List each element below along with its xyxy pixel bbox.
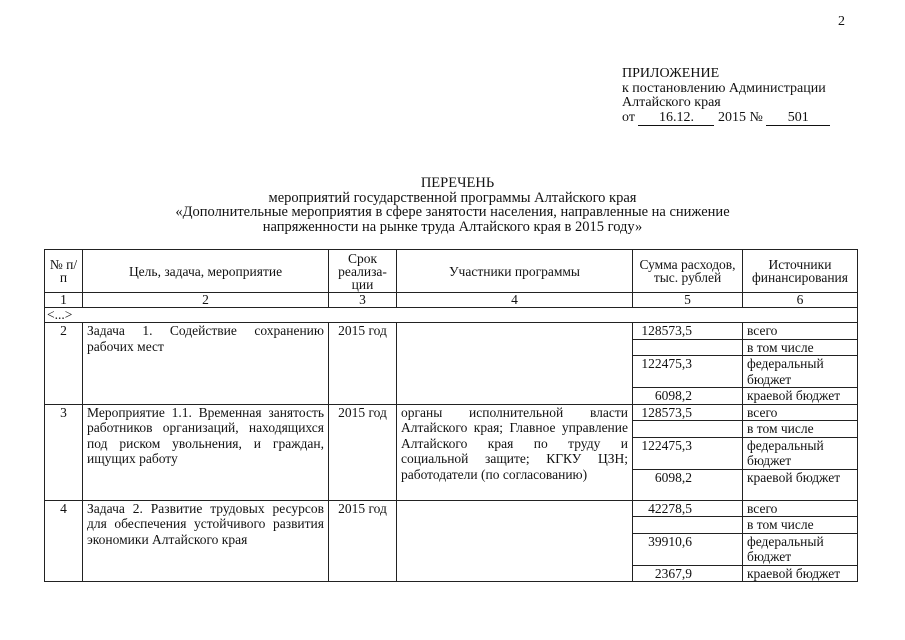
table-row xyxy=(45,323,858,340)
row-number: 3 xyxy=(45,404,83,500)
annex-from-prefix: от xyxy=(622,109,635,125)
source-cell: в том числе xyxy=(743,517,858,534)
source-cell: федеральный бюджет xyxy=(743,356,858,388)
row-term: 2015 год xyxy=(329,500,397,582)
row-name: Мероприятие 1.1. Временная занятость работников организаций, находящихся под риском увольнения, и граждан, ищущих работу xyxy=(83,404,329,500)
annex-title: ПРИЛОЖЕНИЕ xyxy=(622,66,720,81)
table-row xyxy=(45,404,858,421)
source-cell: федеральный бюджет xyxy=(743,437,858,469)
header-row xyxy=(45,250,858,293)
column-number: 6 xyxy=(743,293,858,308)
column-number: 2 xyxy=(83,293,329,308)
row-name: Задача 2. Развитие трудовых ресурсов для обеспечения устойчивого развития экономики Алтайского края xyxy=(83,500,329,582)
column-number-row xyxy=(45,293,858,308)
annex-number: 501 xyxy=(766,111,830,127)
header-cell: Участники программы xyxy=(397,250,633,293)
row-term: 2015 год xyxy=(329,323,397,405)
heading-line-1: мероприятий государственной программы Алтайского края xyxy=(268,189,637,206)
annex-line-2: Алтайского края xyxy=(622,95,721,110)
row-term: 2015 год xyxy=(329,404,397,500)
annex-year: 2015 № xyxy=(717,109,763,125)
annex-block xyxy=(622,67,830,126)
heading-line-2: «Дополнительные мероприятия в сфере занятости населения, направленные на снижение xyxy=(175,204,730,220)
row-participants: органы исполнительной власти Алтайского края; Главное управление Алтайского края по труду и социальной защите; КГКУ ЦЗН; работодатели (по согласованию) xyxy=(397,404,633,500)
amount-cell: 128573,5 xyxy=(633,323,743,340)
annex-date-line xyxy=(622,111,830,127)
header-cell: Срок реализа-ции xyxy=(329,250,397,293)
source-cell: всего xyxy=(743,500,858,517)
amount-cell: 39910,6 xyxy=(633,533,743,565)
header-cell: Источники финансирования xyxy=(743,250,858,293)
source-cell: в том числе xyxy=(743,339,858,356)
amount-cell: 42278,5 xyxy=(633,500,743,517)
table-row xyxy=(45,500,858,517)
amount-cell: 122475,3 xyxy=(633,356,743,388)
amount-cell: 6098,2 xyxy=(633,469,743,500)
source-cell: всего xyxy=(743,323,858,340)
amount-cell: 122475,3 xyxy=(633,437,743,469)
heading-line-3: напряженности на рынке труда Алтайского края в 2015 году» xyxy=(262,218,643,235)
program-table xyxy=(44,249,858,582)
continuation-marker: <...> xyxy=(45,308,858,323)
source-cell: в том числе xyxy=(743,421,858,438)
header-cell: Сумма расходов, тыс. рублей xyxy=(633,250,743,293)
amount-cell xyxy=(633,339,743,356)
amount-cell: 6098,2 xyxy=(633,388,743,405)
source-cell: краевой бюджет xyxy=(743,469,858,500)
source-cell: федеральный бюджет xyxy=(743,533,858,565)
amount-cell: 2367,9 xyxy=(633,565,743,582)
row-participants xyxy=(397,323,633,405)
source-cell: краевой бюджет xyxy=(743,565,858,582)
amount-cell xyxy=(633,421,743,438)
source-cell: всего xyxy=(743,404,858,421)
amount-cell xyxy=(633,517,743,534)
header-cell: № п/п xyxy=(45,250,83,293)
source-cell: краевой бюджет xyxy=(743,388,858,405)
page-number: 2 xyxy=(838,14,845,29)
heading-title: ПЕРЕЧЕНЬ xyxy=(420,175,495,191)
column-number: 5 xyxy=(633,293,743,308)
document-heading xyxy=(0,176,905,234)
continuation-row xyxy=(45,308,858,323)
row-number: 4 xyxy=(45,500,83,582)
row-number: 2 xyxy=(45,323,83,405)
amount-cell: 128573,5 xyxy=(633,404,743,421)
annex-line-1: к постановлению Администрации xyxy=(622,80,826,96)
column-number: 4 xyxy=(397,293,633,308)
header-cell: Цель, задача, мероприятие xyxy=(83,250,329,293)
column-number: 1 xyxy=(45,293,83,308)
row-participants xyxy=(397,500,633,582)
annex-date: 16.12. xyxy=(638,111,714,127)
column-number: 3 xyxy=(329,293,397,308)
row-name: Задача 1. Содействие сохранению рабочих мест xyxy=(83,323,329,405)
